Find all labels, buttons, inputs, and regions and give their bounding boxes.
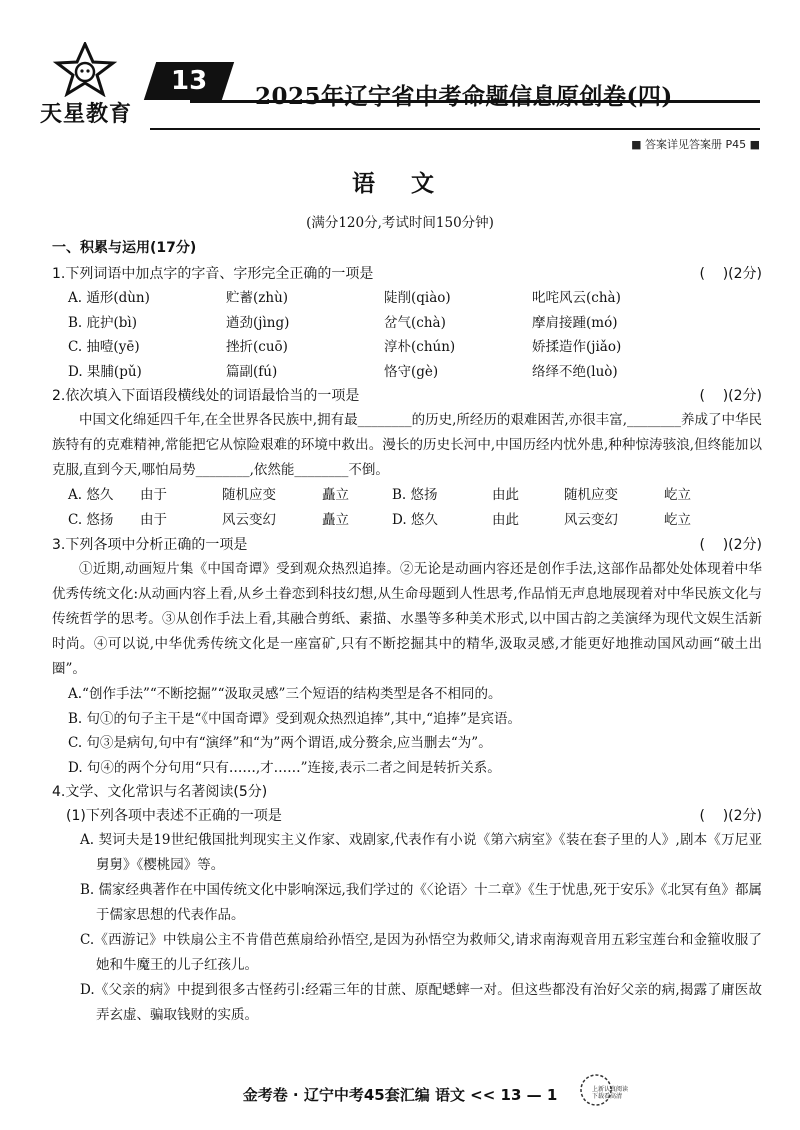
option-cell: 娇揉造作(jiǎo) bbox=[532, 339, 622, 355]
option-cell: 由此 bbox=[492, 512, 519, 528]
q2-passage: 中国文化绵延四千年,在全世界各民族中,拥有最________的历史,所经历的艰难困苦,亦很丰富,________养成了中华民族特有的克难精神,常能把它从惊险艰难的环境中救出。漫长的历史长河中,中国历经内忧外患,种种惊涛骇浪,但终能加以克服,直到今天,哪怕局势________,依然能________不倒。 bbox=[52, 412, 762, 478]
option-cell: B. 悠扬 bbox=[392, 487, 438, 503]
option-cell: A. 悠久 bbox=[68, 487, 114, 503]
option-cell: 摩肩接踵(mó) bbox=[532, 314, 618, 331]
q3-option-a: A.“创作手法”“不断挖掘”“汲取灵感”三个短语的结构类型是各不相同的。 bbox=[68, 686, 502, 702]
question-4 bbox=[52, 780, 762, 804]
header-rule-bottom bbox=[150, 128, 760, 130]
option-cell: 岔气(chà) bbox=[384, 314, 446, 331]
q4-option-c: C.《西游记》中铁扇公主不肯借芭蕉扇给孙悟空,是因为孙悟空为救师父,请求南海观音用五彩宝莲台和金箍收服了她和牛魔王的儿子红孩儿。 bbox=[80, 932, 762, 973]
footer: 金考卷 · 辽宁中考45套汇编 语文 << 13 — 1 bbox=[242, 1086, 558, 1104]
answer-reference: ■ 答案详见答案册 P45 ■ bbox=[631, 138, 760, 151]
q3-option-d: D. 句④的两个分句用“只有……,才……”连接,表示二者之间是转折关系。 bbox=[68, 759, 501, 776]
star-logo-icon bbox=[50, 42, 120, 97]
subject-title: 语 文 bbox=[351, 170, 448, 197]
questions bbox=[52, 236, 762, 1028]
question-stem: 4.文学、文化常识与名著阅读(5分) bbox=[52, 784, 268, 800]
question-1 bbox=[52, 262, 762, 286]
option-cell: D. 果脯(pǔ) bbox=[68, 363, 142, 380]
question-stem: 3.下列各项中分析正确的一项是 bbox=[52, 537, 248, 553]
question-3 bbox=[52, 533, 762, 557]
q3-passage: ①近期,动画短片集《中国奇谭》受到观众热烈追捧。②无论是动画内容还是创作手法,这部作品都处处体现着中华优秀传统文化:从动画内容上看,从乡土眷恋到科技幻想,从生命母题到人性思考,作品悄无声息地展现着对中华民族文化与传统哲学的思考。③从创作手法上看,其融合剪纸、素描、水墨等多种美术形式,以中国古韵之美演绎为现代文娱生活新时尚。④可以说,中华优秀传统文化是一座富矿,只有不断挖掘其中的精华,汲取灵感,才能更好地推动国风动画“破土出圈”。 bbox=[52, 561, 762, 677]
option-cell: 风云变幻 bbox=[564, 512, 618, 528]
option-cell: 由此 bbox=[492, 487, 519, 503]
answer-blank: ( )(2分) bbox=[699, 537, 762, 553]
option-cell: D. 悠久 bbox=[392, 512, 438, 528]
option-cell: 屹立 bbox=[664, 487, 691, 503]
answer-blank: ( )(2分) bbox=[699, 808, 762, 824]
option-cell: 篇副(fú) bbox=[226, 363, 278, 380]
option-cell: 遒劲(jìng) bbox=[226, 314, 290, 331]
option-cell: 挫折(cuō) bbox=[226, 339, 288, 355]
q4-option-d: D.《父亲的病》中提到很多古怪药引:经霜三年的甘蔗、原配蟋蟀一对。但这些都没有治好父亲的病,揭露了庸医故弄玄虚、骗取钱财的实质。 bbox=[80, 982, 762, 1023]
answer-blank: ( )(2分) bbox=[699, 266, 762, 282]
option-cell: C. 抽噎(yē) bbox=[68, 339, 140, 355]
q3-option-c: C. 句③是病句,句中有“演绎”和“为”两个谓语,成分赘余,应当删去“为”。 bbox=[68, 735, 492, 751]
q1-options bbox=[52, 286, 762, 384]
question-stem: 2.依次填入下面语段横线处的词语最恰当的一项是 bbox=[52, 388, 360, 404]
option-cell: B. 庇护(bì) bbox=[68, 314, 137, 331]
question-stem: (1)下列各项中表述不正确的一项是 bbox=[66, 808, 282, 824]
option-cell: 恪守(gè) bbox=[384, 363, 439, 380]
paper-number: 13 bbox=[170, 66, 208, 96]
question-4-1 bbox=[52, 804, 762, 828]
option-cell: 陡削(qiào) bbox=[384, 290, 451, 306]
paper-title: 2025年辽宁省中考命题信息原创卷(四) bbox=[255, 83, 673, 110]
question-2 bbox=[52, 384, 762, 408]
option-cell: 风云变幻 bbox=[222, 512, 276, 528]
footer-note: 上新认真阅读 下载看高清 bbox=[592, 1086, 629, 1100]
option-cell: 由于 bbox=[140, 487, 167, 503]
option-cell: 淳朴(chún) bbox=[384, 339, 456, 355]
q2-options bbox=[52, 483, 762, 533]
option-cell: C. 悠扬 bbox=[68, 512, 114, 528]
option-cell: 随机应变 bbox=[222, 487, 276, 503]
option-cell: 贮蓄(zhù) bbox=[226, 290, 289, 306]
option-cell: 矗立 bbox=[322, 487, 349, 503]
q4-option-a: A. 契诃夫是19世纪俄国批判现实主义作家、戏剧家,代表作有小说《第六病室》《装在套子里的人》,剧本《万尼亚舅舅》《樱桃园》等。 bbox=[80, 832, 762, 873]
paper-number-badge bbox=[144, 62, 234, 100]
option-cell: A. 遁形(dùn) bbox=[68, 290, 150, 306]
question-stem: 1.下列词语中加点字的字音、字形完全正确的一项是 bbox=[52, 266, 374, 282]
option-cell: 矗立 bbox=[322, 512, 349, 528]
exam-info: (满分120分,考试时间150分钟) bbox=[306, 215, 494, 231]
option-cell: 由于 bbox=[140, 512, 167, 528]
q4-option-b: B. 儒家经典著作在中国传统文化中影响深远,我们学过的《〈论语〉十二章》《生于忧患,死于安乐》《北冥有鱼》都属于儒家思想的代表作品。 bbox=[80, 882, 762, 923]
answer-blank: ( )(2分) bbox=[699, 388, 762, 404]
option-cell: 随机应变 bbox=[564, 487, 618, 503]
header bbox=[40, 42, 760, 132]
q3-option-b: B. 句①的句子主干是“《中国奇谭》受到观众热烈追捧”,其中,“追捧”是宾语。 bbox=[68, 710, 521, 727]
option-cell: 叱咤风云(chà) bbox=[532, 290, 621, 306]
option-cell: 络绎不绝(luò) bbox=[532, 363, 618, 380]
section-title: 一、积累与运用(17分) bbox=[52, 240, 197, 256]
brand-name: 天星教育 bbox=[40, 102, 133, 127]
option-cell: 屹立 bbox=[664, 512, 691, 528]
